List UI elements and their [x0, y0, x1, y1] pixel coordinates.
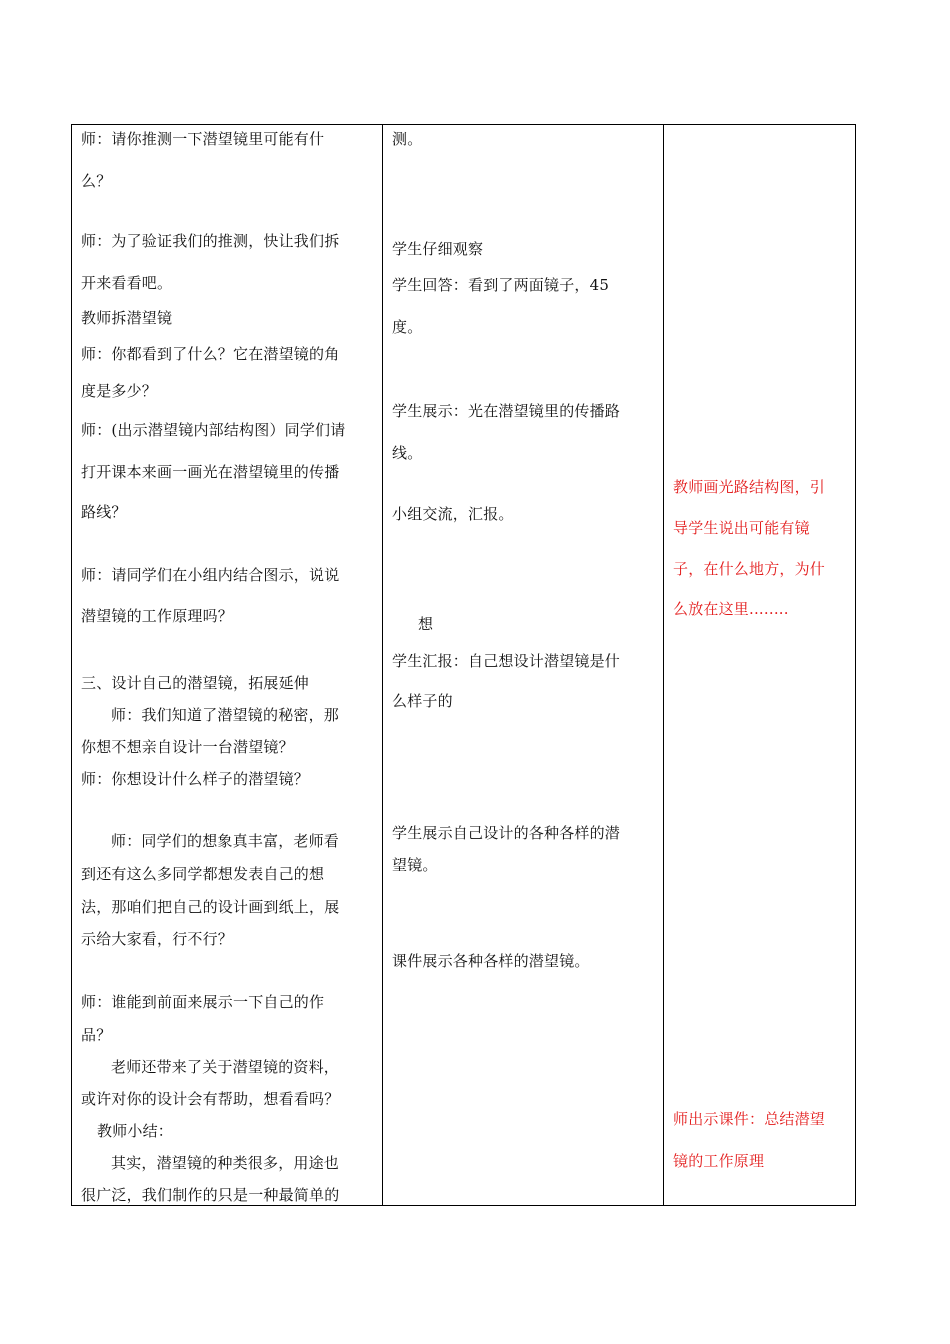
- column-student-activity: [383, 125, 664, 1205]
- text-line: 小组交流，汇报。: [392, 505, 514, 523]
- text-line: 师：我们知道了潜望镜的秘密，那: [111, 706, 340, 724]
- text-line: 测。: [392, 130, 423, 148]
- text-line: 学生展示：光在潜望镜里的传播路: [392, 402, 621, 420]
- note-line: 教师画光路结构图，引: [673, 478, 826, 496]
- text-line: 或许对你的设计会有帮助，想看看吗？: [81, 1090, 340, 1108]
- text-line: 到还有这么多同学都想发表自己的想: [81, 865, 325, 883]
- text-line: 学生展示自己设计的各种各样的潜: [392, 824, 621, 842]
- column-teacher-activity: [72, 125, 383, 1205]
- text-line: 开来看看吧。: [81, 274, 173, 292]
- note-line: 镜的工作原理: [673, 1152, 765, 1170]
- text-line: 师：请你推测一下潜望镜里可能有什: [81, 130, 325, 148]
- text-line: 师：为了验证我们的推测，快让我们拆: [81, 232, 340, 250]
- note-line: 么放在这里........: [673, 600, 789, 618]
- text-line: 你想不想亲自设计一台潜望镜？: [81, 738, 294, 756]
- text-line: 想: [418, 615, 434, 633]
- text-line: 师：你想设计什么样子的潜望镜？: [81, 770, 310, 788]
- text-line: 品？: [81, 1026, 112, 1044]
- text-line: 么样子的: [392, 692, 453, 710]
- text-line: 潜望镜的工作原理吗？: [81, 607, 234, 625]
- text-line: 望镜。: [392, 856, 438, 874]
- note-line: 导学生说出可能有镜: [673, 519, 810, 537]
- text-line: 师：同学们的想象真丰富，老师看: [111, 832, 340, 850]
- text-line: 师：谁能到前面来展示一下自己的作: [81, 993, 325, 1011]
- text-line: 打开课本来画一画光在潜望镜里的传播: [81, 463, 340, 481]
- text-line: 么？: [81, 172, 112, 190]
- text-line: 教师小结：: [97, 1122, 174, 1140]
- text-line: 线。: [392, 444, 423, 462]
- text-line: 法，那咱们把自己的设计画到纸上，展: [81, 898, 340, 916]
- text-line: 路线？: [81, 503, 127, 521]
- text-line: 学生汇报：自己想设计潜望镜是什: [392, 652, 621, 670]
- text-line: 老师还带来了关于潜望镜的资料，: [111, 1058, 340, 1076]
- note-line: 师出示课件：总结潜望: [673, 1110, 826, 1128]
- text-line: 师：请同学们在小组内结合图示，说说: [81, 566, 340, 584]
- text-line: 课件展示各种各样的潜望镜。: [392, 952, 590, 970]
- text-line: 度是多少？: [81, 382, 158, 400]
- text-line: 学生回答：看到了两面镜子，45: [392, 276, 610, 294]
- text-line: 度。: [392, 318, 423, 336]
- text-line: 师：你都看到了什么？它在潜望镜的角: [81, 345, 340, 363]
- text-line: 师：(出示潜望镜内部结构图）同学们请: [81, 421, 346, 439]
- text-line: 其实，潜望镜的种类很多，用途也: [111, 1154, 340, 1172]
- text-line: 示给大家看，行不行？: [81, 930, 234, 948]
- column-notes: [664, 125, 856, 1205]
- note-line: 子，在什么地方，为什: [673, 560, 826, 578]
- section-heading: 三、设计自己的潜望镜，拓展延伸: [81, 674, 310, 692]
- text-line: 很广泛，我们制作的只是一种最简单的: [81, 1186, 340, 1204]
- text-line: 学生仔细观察: [392, 240, 484, 258]
- text-line: 教师拆潜望镜: [81, 309, 173, 327]
- lesson-table: [71, 124, 856, 1206]
